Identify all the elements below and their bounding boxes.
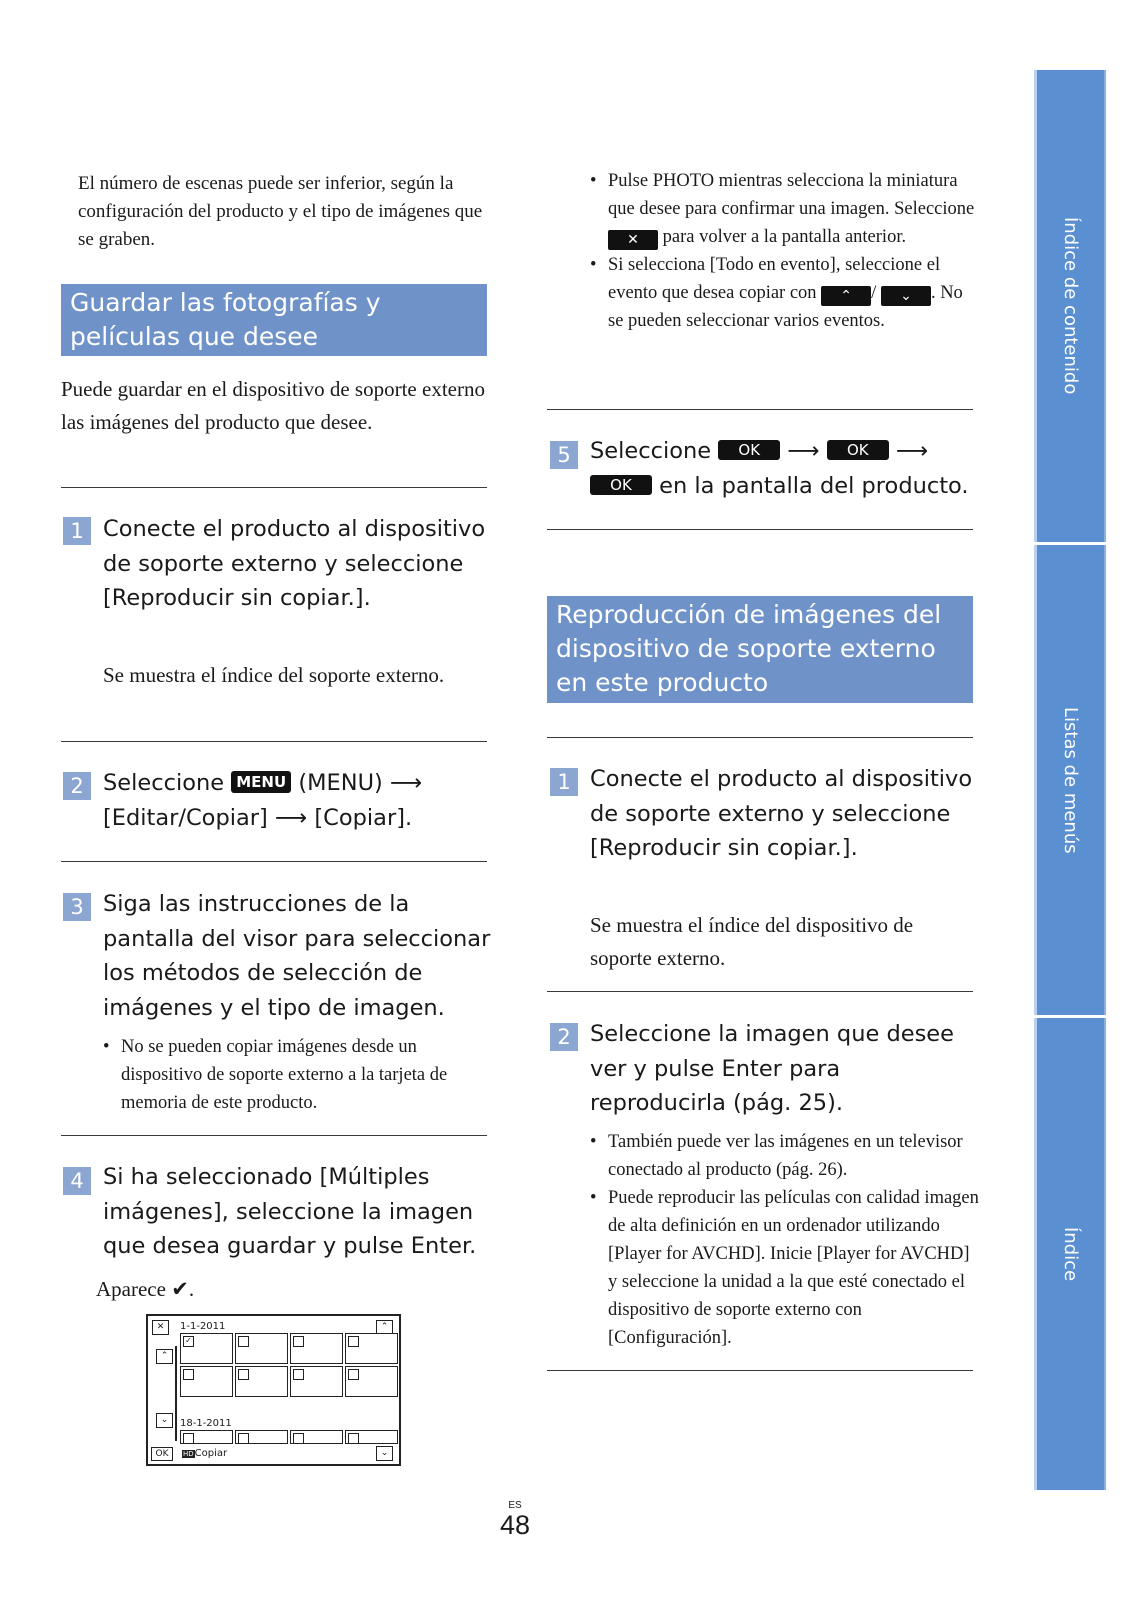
step-1-title: Conecte el producto al dispositivo de soporte externo y seleccione [Reproducir sin copiar.].	[103, 516, 486, 611]
right-arrow-icon: ⟶	[787, 438, 820, 464]
thumbnail[interactable]	[235, 1333, 288, 1364]
thumbnail[interactable]	[235, 1366, 288, 1397]
checkbox[interactable]	[183, 1433, 194, 1444]
menu-button-icon: MENU	[231, 771, 291, 793]
bullet-event-text-end: . No se pueden seleccionar varios eventos.	[608, 283, 963, 331]
divider	[547, 991, 973, 992]
date-label-2: 18-1-2011	[180, 1418, 232, 1429]
checkbox[interactable]	[348, 1336, 359, 1347]
divider	[61, 861, 487, 862]
right-arrow-icon: ⟶	[895, 438, 929, 464]
step-number-5: 5	[550, 441, 578, 469]
step-4-note-text: Aparece	[96, 1277, 166, 1301]
separator: /	[871, 283, 877, 303]
step-4-note-end: .	[188, 1277, 195, 1301]
double-chevron-up-icon[interactable]: ⌃	[376, 1320, 393, 1335]
copy-label	[182, 1448, 227, 1460]
top-bullets	[590, 167, 975, 335]
step-2-bullet: • También puede ver las imágenes en un televisor conectado al producto (pág. 26).	[590, 1128, 980, 1184]
step-3-title: Siga las instrucciones de la pantalla del visor para seleccionar los métodos de selección de imágenes y el tipo de imagen.	[103, 891, 491, 1021]
right-arrow-icon: ⟶	[389, 770, 423, 796]
ok-button[interactable]: OK	[151, 1447, 173, 1461]
bullet-photo-text: Pulse PHOTO mientras selecciona la miniatura que desee para confirmar una imagen. Seleccione	[608, 171, 975, 219]
thumbnail[interactable]	[180, 1430, 233, 1444]
divider	[61, 741, 487, 742]
step-2-title: Seleccione la imagen que desee ver y pulse Enter para reproducirla (pág. 25).	[590, 1021, 954, 1116]
step-4-title: Si ha seleccionado [Múltiples imágenes], seleccione la imagen que desea guardar y pulse Enter.	[103, 1164, 477, 1259]
checkbox[interactable]	[293, 1433, 304, 1444]
ok-button-icon: OK	[590, 475, 652, 495]
step-4-note	[96, 1273, 296, 1306]
double-chevron-up-icon: ⌃	[821, 286, 871, 306]
bullet-photo	[590, 167, 975, 251]
tab-label: Listas de menús	[1060, 706, 1081, 854]
thumbnail[interactable]	[290, 1333, 343, 1364]
checkbox[interactable]	[348, 1369, 359, 1380]
close-icon: ✕	[608, 230, 658, 250]
step-2-bullet: • Puede reproducir las películas con calidad imagen de alta definición en un ordenador utilizando [Player for AVCHD]. Inicie [Player for AVCHD] y seleccione la unidad a la que esté conectado el dispositivo de soporte externo con [Configuración].	[590, 1184, 980, 1352]
step-1-title: Conecte el producto al dispositivo de soporte externo y seleccione [Reproducir sin copiar.].	[590, 766, 973, 861]
checkmark-icon: ✔	[171, 1277, 189, 1301]
step-5-title	[590, 434, 980, 503]
chevron-down-icon[interactable]: ⌄	[156, 1413, 173, 1428]
step-2-bullets	[590, 1128, 980, 1352]
step-2-text-c: [Editar/Copiar]	[103, 804, 268, 831]
step-number-3: 3	[63, 893, 91, 921]
step-1-note: Se muestra el índice del dispositivo de soporte externo.	[590, 913, 914, 970]
step-1-note: Se muestra el índice del soporte externo.	[103, 663, 445, 687]
checkbox[interactable]	[348, 1433, 359, 1444]
divider	[547, 529, 973, 530]
tab-label: Índice	[1060, 1226, 1081, 1282]
checkbox[interactable]	[293, 1369, 304, 1380]
bullet-photo-text-end: para volver a la pantalla anterior.	[662, 227, 907, 247]
checkbox[interactable]	[238, 1336, 249, 1347]
index-screen-illustration	[146, 1314, 401, 1466]
tab-menu-lists[interactable]	[1034, 545, 1106, 1015]
date-label-1: 1-1-2011	[180, 1321, 226, 1332]
chevron-up-icon[interactable]: ⌃	[156, 1349, 173, 1364]
ok-button-icon: OK	[827, 440, 889, 460]
section-heading-save: Guardar las fotografías y películas que desee	[61, 284, 487, 356]
step-2-text-a: Seleccione	[103, 770, 225, 796]
checkbox[interactable]	[238, 1433, 249, 1444]
ok-button-icon: OK	[718, 440, 780, 460]
thumbnail[interactable]	[235, 1430, 288, 1444]
divider	[61, 487, 487, 488]
divider	[547, 409, 973, 410]
checkbox[interactable]	[238, 1369, 249, 1380]
step-2-title	[103, 766, 488, 835]
checkbox[interactable]	[183, 1369, 194, 1380]
step-number-2: 2	[63, 772, 91, 800]
step-3-bullet: • No se pueden copiar imágenes desde un dispositivo de soporte externo a la tarjeta de memoria de este producto.	[103, 1033, 488, 1117]
close-icon[interactable]: ✕	[152, 1320, 169, 1335]
thumbnail[interactable]	[345, 1333, 398, 1364]
step-number-2: 2	[550, 1023, 578, 1051]
intro-text: El número de escenas puede ser inferior, según la configuración del producto y el tipo de imágenes que se graben.	[78, 173, 483, 250]
bullet-event-text: Si selecciona [Todo en evento], seleccione el evento que desea copiar con	[608, 255, 941, 303]
step-number-4: 4	[63, 1167, 91, 1195]
step-number-1: 1	[550, 768, 578, 796]
thumbnail[interactable]	[290, 1430, 343, 1444]
scrollbar[interactable]	[175, 1346, 177, 1441]
thumbnail[interactable]	[290, 1366, 343, 1397]
checkbox[interactable]	[293, 1336, 304, 1347]
section-body-save: Puede guardar en el dispositivo de soporte externo las imágenes del producto que desee.	[61, 377, 485, 434]
divider	[547, 1370, 973, 1371]
hd-icon: HD	[183, 1450, 194, 1458]
copy-text: Copiar	[194, 1448, 228, 1459]
checkbox-checked[interactable]: ✓	[183, 1336, 194, 1347]
double-chevron-down-icon[interactable]: ⌄	[376, 1446, 393, 1461]
thumbnail[interactable]	[180, 1366, 233, 1397]
step-3-bullets	[103, 1033, 488, 1117]
step-2-text-b: (MENU)	[298, 770, 383, 796]
language-code: ES	[508, 1500, 522, 1511]
thumbnail[interactable]	[180, 1333, 233, 1364]
thumbnail[interactable]	[345, 1430, 398, 1444]
divider	[61, 1135, 487, 1136]
step-5-text-pre: Seleccione	[590, 438, 712, 464]
tab-table-of-contents[interactable]	[1034, 70, 1106, 542]
tab-index[interactable]	[1034, 1018, 1106, 1490]
tab-label: Índice de contenido	[1060, 217, 1081, 395]
double-chevron-down-icon: ⌄	[881, 286, 931, 306]
thumbnail[interactable]	[345, 1366, 398, 1397]
step-number-1: 1	[63, 517, 91, 545]
bullet-event	[590, 251, 975, 335]
section-heading-playback: Reproducción de imágenes del dispositivo de soporte externo en este producto	[547, 596, 973, 703]
page-number: 48	[499, 1510, 531, 1540]
step-5-text-post: en la pantalla del producto.	[659, 472, 969, 499]
step-2-text-d: [Copiar].	[314, 804, 413, 831]
right-arrow-icon: ⟶	[274, 804, 308, 831]
divider	[547, 737, 973, 738]
